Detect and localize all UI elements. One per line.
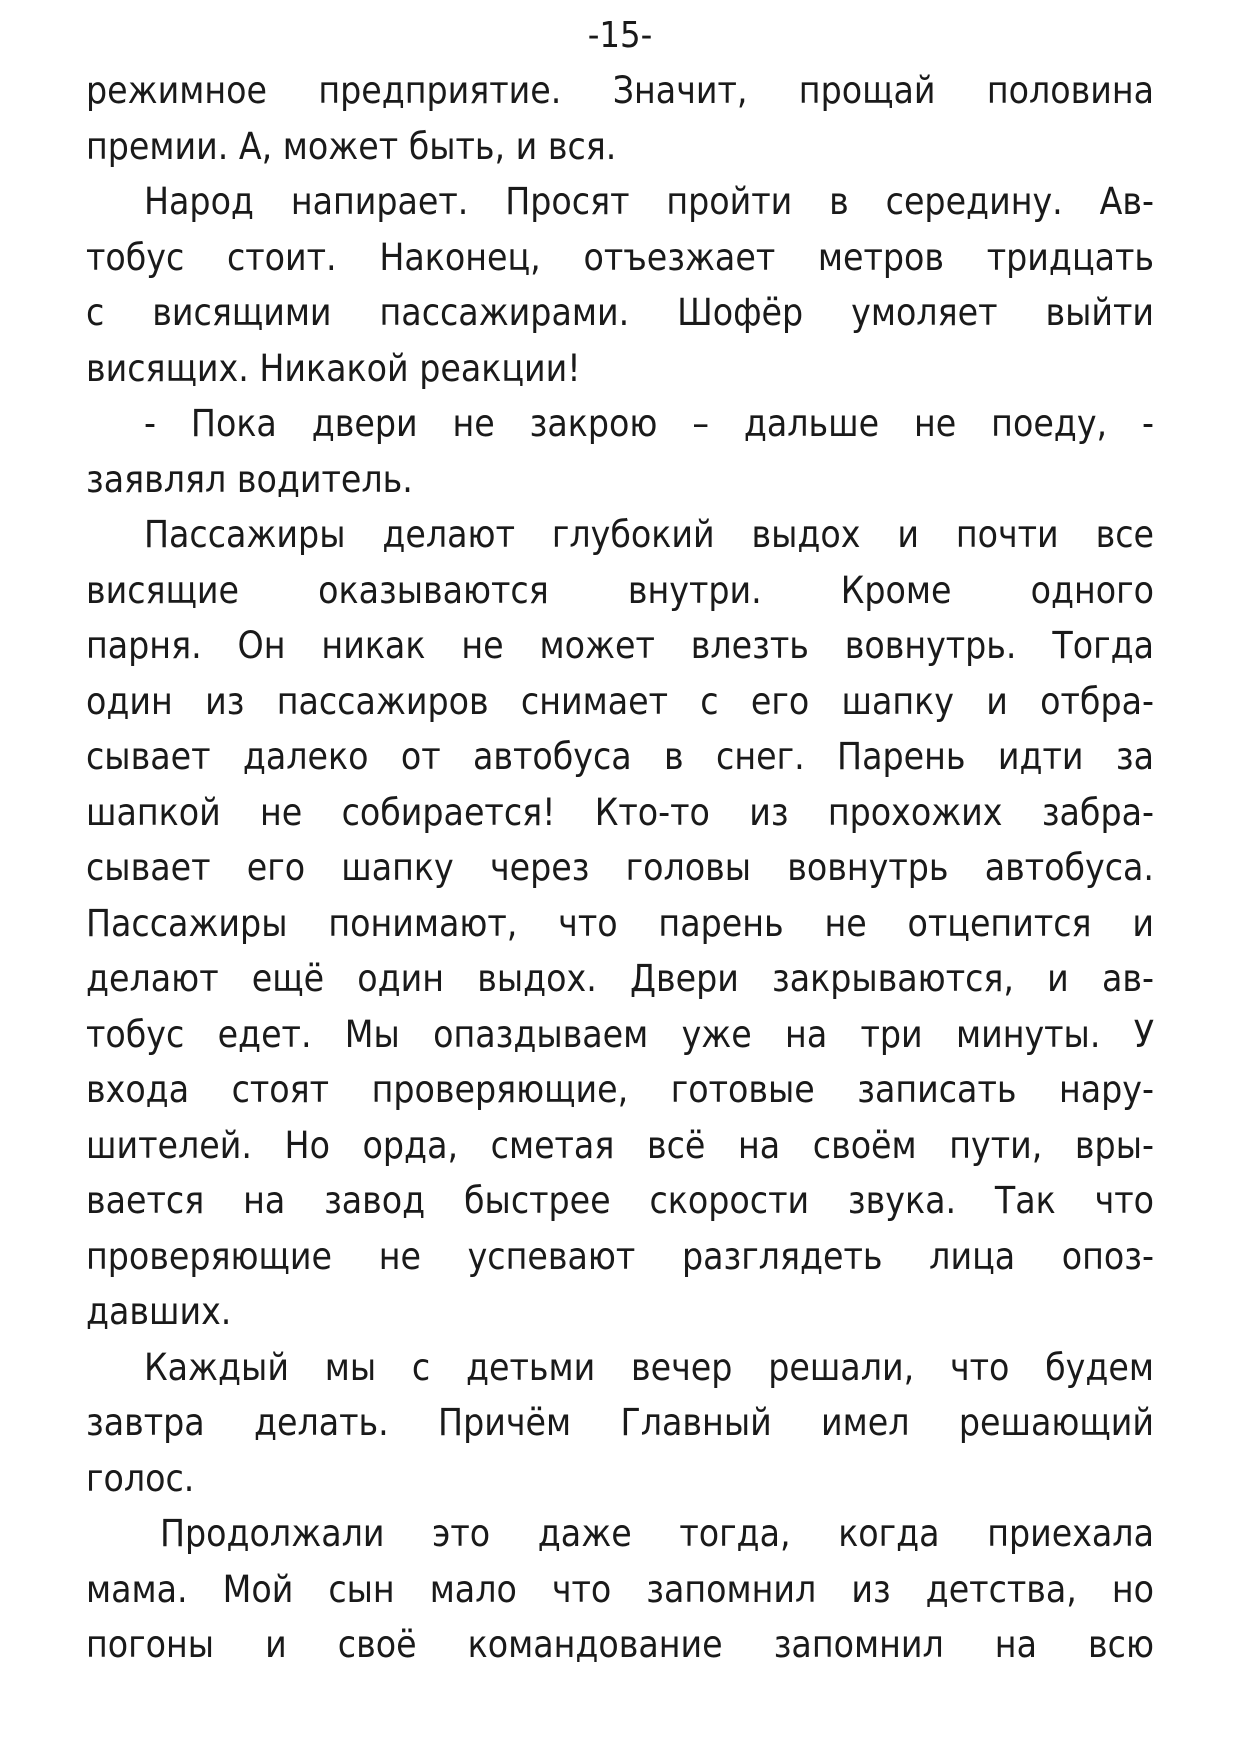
text-line: режимное предприятие. Значит, прощай половина (86, 69, 1154, 112)
text-line: Каждый мы с детьми вечер решали, что будем (144, 1345, 1154, 1389)
text-line: висящих. Никакой реакции! (86, 346, 581, 390)
text-line: Пассажиры понимают, что парень не отцепится и (86, 901, 1154, 945)
text-line: премии. А, может быть, и вся. (86, 124, 617, 168)
paragraph-driver-quote (86, 396, 1154, 507)
text-line: давших. (86, 1290, 232, 1333)
paragraph-crowd (86, 174, 1154, 396)
text-line: парня. Он никак не может влезть вовнутрь. Тогда (86, 624, 1154, 667)
text-line: шителей. Но орда, сметая всё на своём пути, вры- (86, 1123, 1154, 1167)
text-line: тобус едет. Мы опаздываем уже на три минуты. У (86, 1012, 1154, 1056)
text-line: проверяющие не успевают разглядеть лица опоз- (86, 1234, 1154, 1278)
paragraph-mother (86, 1506, 1154, 1673)
text-line: мама. Мой сын мало что запомнил из детства, но (86, 1567, 1154, 1611)
text-line: шапкой не собирается! Кто-то из прохожих забра- (86, 790, 1154, 834)
text-line: входа стоят проверяющие, готовые записать нару- (86, 1068, 1154, 1111)
page-body-text (86, 63, 1154, 1673)
text-line: Продолжали это даже тогда, когда приехала (160, 1512, 1154, 1555)
book-page (86, 0, 1154, 1673)
text-line: голос. (86, 1456, 195, 1500)
text-line: Народ напирает. Просят пройти в середину. Ав- (144, 180, 1154, 223)
page-number: -15- (587, 15, 653, 56)
text-line: Пассажиры делают глубокий выдох и почти все (144, 513, 1154, 556)
text-line: вается на завод быстрее скорости звука. Так что (86, 1179, 1154, 1222)
text-line: завтра делать. Причём Главный имел решающий (86, 1401, 1154, 1444)
text-line: тобус стоит. Наконец, отъезжает метров тридцать (86, 235, 1154, 279)
text-line: висящие оказываются внутри. Кроме одного (86, 568, 1154, 612)
text-line: сывает далеко от автобуса в снег. Парень идти за (86, 735, 1154, 778)
text-line: с висящими пассажирами. Шофёр умоляет выйти (86, 291, 1154, 334)
text-line: - Пока двери не закрою – дальше не поеду, - (144, 402, 1154, 445)
paragraph-passengers (86, 507, 1154, 1340)
paragraph-continuation (86, 63, 1154, 174)
paragraph-evenings (86, 1340, 1154, 1507)
text-line: заявлял водитель. (86, 457, 413, 501)
text-line: делают ещё один выдох. Двери закрываются, и ав- (86, 957, 1154, 1000)
text-line: погоны и своё командование запомнил на всю (86, 1623, 1154, 1666)
text-line: один из пассажиров снимает с его шапку и отбра- (86, 679, 1154, 723)
text-line: сывает его шапку через головы вовнутрь автобуса. (86, 846, 1154, 889)
